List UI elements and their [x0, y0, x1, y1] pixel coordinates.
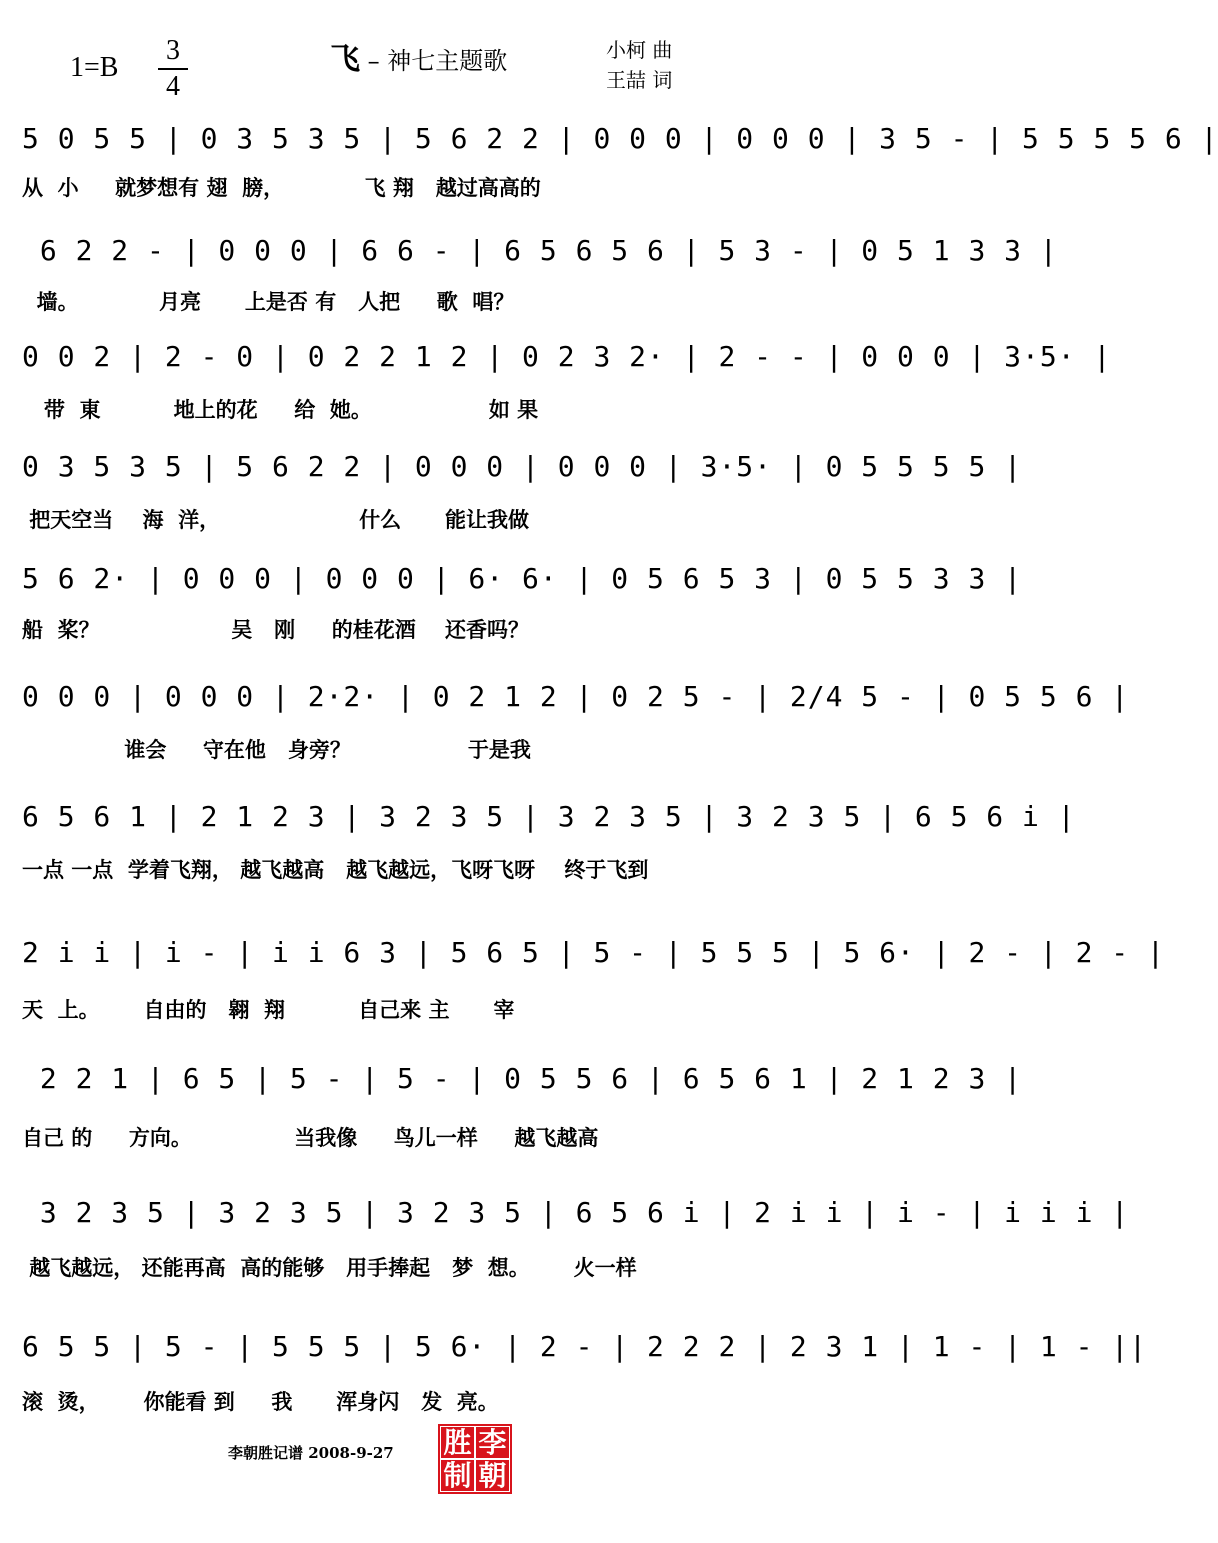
lyric-line: 从 小 就梦想有 翅 膀， 飞 翔 越过高高的	[22, 176, 541, 200]
fraction-bar	[158, 68, 188, 70]
song-title-main: 飞	[330, 42, 360, 77]
composer-credit: 小柯 曲	[606, 38, 673, 62]
lyricist-credit: 王喆 词	[606, 68, 673, 92]
song-title	[330, 34, 507, 78]
notation-line: 6 2 2 - | 0 0 0 | 6 6 - | 6 5 6 5 6 | 5 3 - | 0 5 1 3 3 |	[22, 234, 1058, 267]
notation-line: 0 0 2 | 2 - 0 | 0 2 2 1 2 | 0 2 3 2· | 2 - - | 0 0 0 | 3·5· |	[22, 340, 1112, 373]
time-signature	[158, 36, 188, 102]
notation-line: 6 5 6 1 | 2 1 2 3 | 3 2 3 5 | 3 2 3 5 | 3 2 3 5 | 6 5 6 i |	[22, 800, 1076, 833]
notation-line: 3 2 3 5 | 3 2 3 5 | 3 2 3 5 | 6 5 6 i | 2 i i | i - | i i i |	[22, 1196, 1130, 1229]
notation-line: 5 6 2· | 0 0 0 | 0 0 0 | 6· 6· | 0 5 6 5 3 | 0 5 5 3 3 |	[22, 562, 1023, 595]
key-signature: 1=B	[70, 52, 119, 83]
seal-char: 胜	[440, 1426, 475, 1459]
notation-line: 0 3 5 3 5 | 5 6 2 2 | 0 0 0 | 0 0 0 | 3·5· | 0 5 5 5 5 |	[22, 450, 1023, 483]
notation-line: 2 2 1 | 6 5 | 5 - | 5 - | 0 5 5 6 | 6 5 6 1 | 2 1 2 3 |	[22, 1062, 1023, 1095]
lyric-line: 一点 一点 学着飞翔， 越飞越高 越飞越远，飞呀飞呀 终于飞到	[22, 858, 649, 882]
lyric-line: 滚 烫， 你能看 到 我 浑身闪 发 亮。	[22, 1390, 499, 1414]
lyric-line: 带 東 地上的花 给 她。 如 果	[22, 398, 539, 422]
time-signature-bottom: 4	[166, 71, 180, 102]
lyric-line: 天 上。 自由的 翱 翔 自己来 主 宰	[22, 998, 515, 1022]
transcriber-credit: 李朝胜记谱 2008-9-27	[228, 1444, 394, 1462]
seal-char: 李	[475, 1426, 510, 1459]
notation-line: 2 i i | i - | i i 6 3 | 5 6 5 | 5 - | 5 5 5 | 5 6· | 2 - | 2 - |	[22, 936, 1165, 969]
lyric-line: 船 桨？ 吴 刚 的桂花酒 还香吗？	[22, 618, 529, 642]
song-title-subtitle: – 神七主题歌	[367, 47, 508, 75]
seal-char: 制	[440, 1459, 475, 1492]
lyric-line: 自己 的 方向。 当我像 鸟儿一样 越飞越高	[22, 1126, 599, 1150]
lyric-line: 谁会 守在他 身旁？ 于是我	[22, 738, 531, 762]
notation-line: 0 0 0 | 0 0 0 | 2·2· | 0 2 1 2 | 0 2 5 - | 2/4 5 - | 0 5 5 6 |	[22, 680, 1130, 713]
red-seal-stamp	[438, 1424, 512, 1494]
lyric-line: 把天空当 海 洋， 什么 能让我做	[22, 508, 529, 532]
notation-line: 6 5 5 | 5 - | 5 5 5 | 5 6· | 2 - | 2 2 2 | 2 3 1 | 1 - | 1 - ||	[22, 1330, 1148, 1363]
notation-line: 5 0 5 5 | 0 3 5 3 5 | 5 6 2 2 | 0 0 0 | 0 0 0 | 3 5 - | 5 5 5 5 6 |	[22, 122, 1218, 155]
lyric-line: 墙。 月亮 上是否 有 人把 歌 唱？	[22, 290, 515, 314]
seal-char: 朝	[475, 1459, 510, 1492]
lyric-line: 越飞越远， 还能再高 高的能够 用手捧起 梦 想。 火一样	[22, 1256, 637, 1280]
time-signature-top: 3	[166, 35, 180, 66]
